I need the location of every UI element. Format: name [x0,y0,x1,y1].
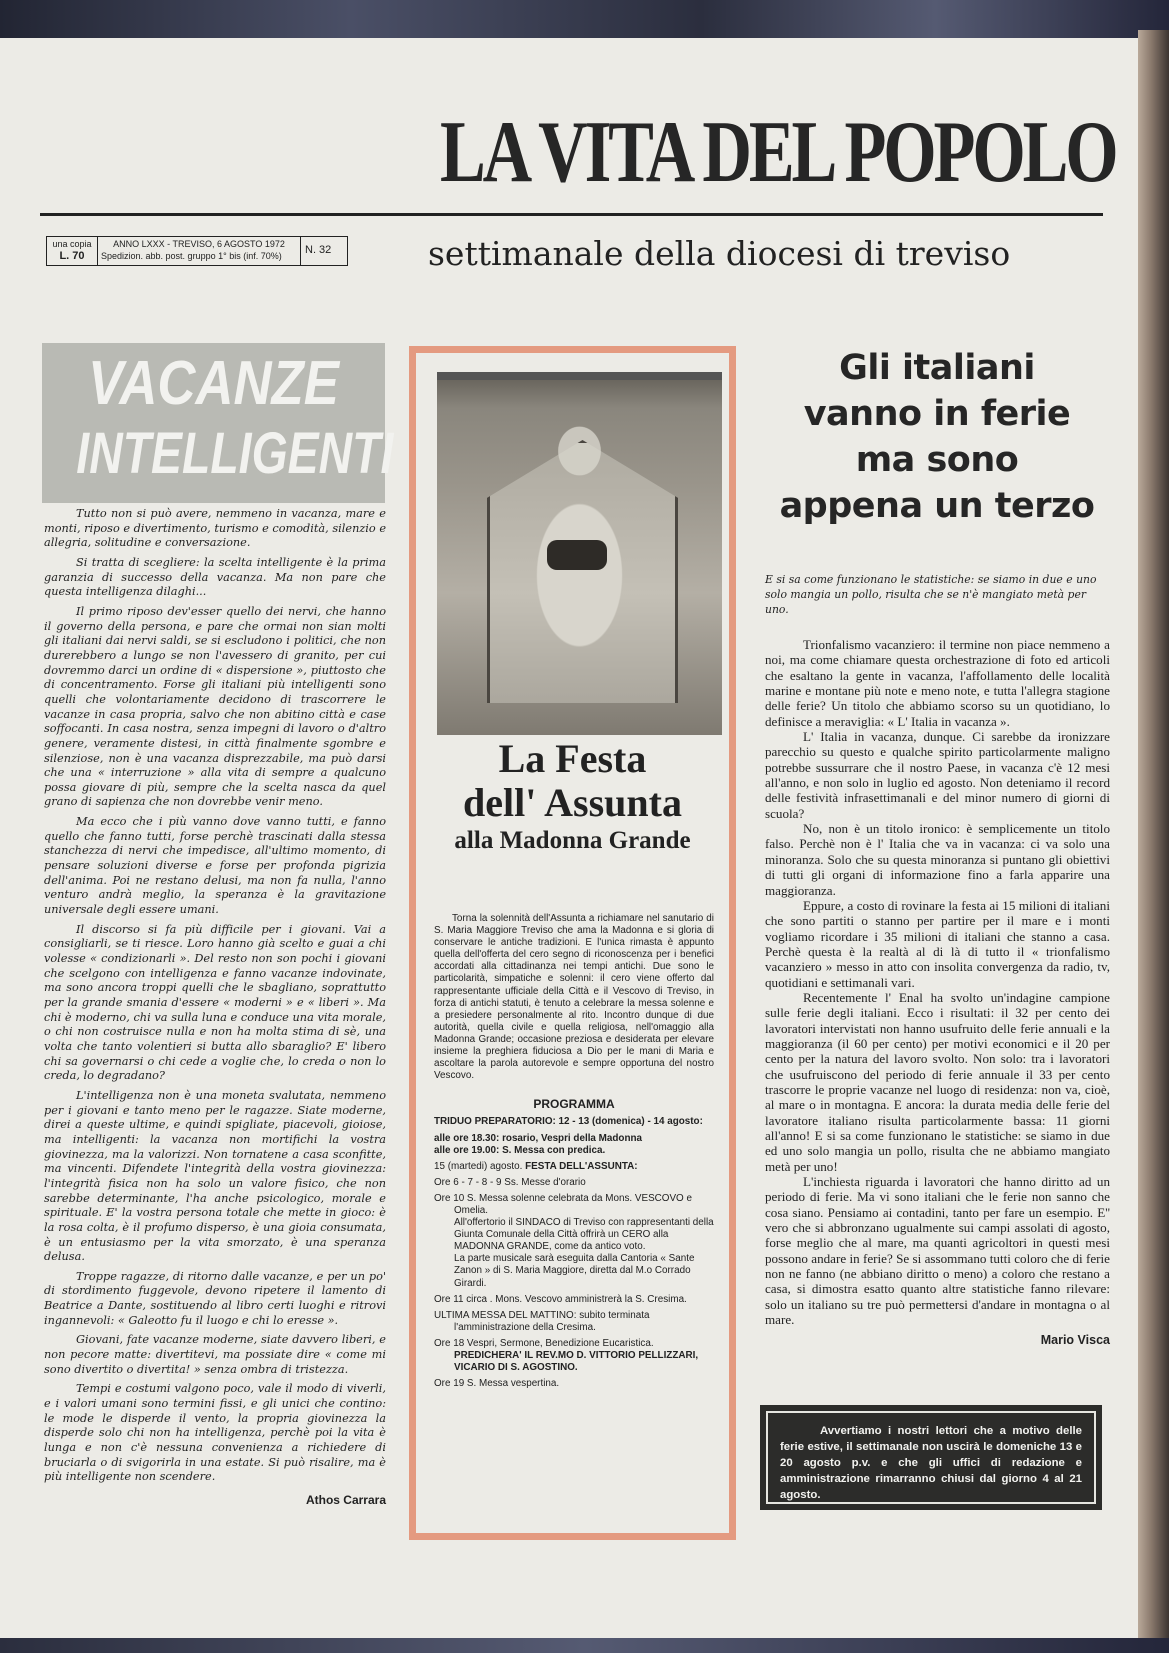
left-article-title-box [42,343,394,503]
right-article-title [752,345,1122,529]
day15-bold: FESTA DELL'ASSUNTA: [525,1160,638,1172]
program-item: TRIDUO PREPARATORIO: 12 - 13 (domenica) - 14 agosto: [434,1116,703,1128]
masthead-subtitle: settimanale della diocesi di treviso [428,234,1011,273]
program-item: Ore 11 circa . Mons. Vescovo amministrerà la S. Cresima. [434,1293,687,1305]
right-article-lead: E si sa come funzionano le statistiche: se siamo in due e uno solo mangia un pollo, risulta che se n'è mangiato metà per uno. [765,573,1097,616]
festa-title-line2: dell' Assunta [463,780,682,825]
paragraph: Tempi e costumi valgono poco, vale il modo di viverli, e i valori umani sono termini fissi, e gli unici che contino: le mode le disperde il vento, la propria giovinezza la disperde solo chi non ha intelligenza, perchè poi la vita è lunga e non c'è nessuna convenienza a richiedere di bruciarla o di svigorirla in una estate. Si può risalire, ma è più intelligente non scendere. [44,1382,386,1484]
festa-title-line3: alla Madonna Grande [454,827,691,854]
closure-notice-frame [766,1411,1096,1504]
festa-intro: Torna la solennità dell'Assunta a richiamare nel sanutario di S. Maria Maggiore Treviso che ama la Madonna e si gloria di conservare le antiche tradizioni. E l'unica rimasta è appunto quella dell'offerta del cero segno di riconoscenza per i benefici accordati alla cittadinanza nei tempi antichi. Due sono le particolarità, simpatiche e solenni: il cero viene offerto dal rappresentante ufficiale della Città e il Vescovo di Treviso, in forza di antichi statuti, è tenuto a celebrare la messa solenne e a presiedere personalmente al rito. Incontro dunque di due autorità, quella civile e quella religiosa, nell'omaggio alla Madonna Grande; occasione preziosa e desiderata per elevare insieme la preghiera fiduciosa a Dio per le mani di Maria e ascoltare la parola autorevole e sempre opportuna del nostro Vescovo. [434,913,714,1082]
child-figure [547,540,607,570]
festa-body [434,913,714,1394]
right-article-title-line3: ma sono [855,440,1019,480]
date-cell [98,237,301,265]
paragraph: Recentemente l' Enal ha svolto un'indagine campione sulle ferie degli italiani. Ecco i risultati: il 32 per cento dei lavoratori intervistati non hanno usufruito delle ferie annuali e la maggioranza (il 60 per cento) per motivi economici e il 20 per cento per la natura del lavoro svolto. Non solo: tra i lavoratori che usufruiscono del periodo di ferie annuale il 33 per cento trascorre le proprie vacanze nel luogo di residenza: non va, cioè, al mare o in montagna. E ancora: la durata media delle ferie del lavoratore italiano risulta particolarmente bassa: 11 giorni all'anno! E si sa come funzionano le statistiche: se siamo in due ed uno solo mangia un pollo, risulta che ne abbiamo mangiato metà per uno! [765,989,1110,1174]
left-article-title-line1: VACANZE [88,349,339,418]
closure-notice-box [760,1405,1102,1510]
festa-box [409,346,736,1540]
right-article-title-line1: Gli italiani [839,348,1035,388]
masthead-rule [40,213,1103,216]
paragraph: Trionfalismo vacanziero: il termine non piace nemmeno a noi, ma come chiamare questa orchestrazione di foto ed articoli che esaltano la gente in vacanza, l'affollamento delle località marine e montane più note e meno note, e tutta l'allegra stagione delle ferie? Un titolo che abbiamo scorso su un quotidiano, lo definisce a meraviglia: « L' Italia in vacanza ». [765,637,1110,729]
left-article-body [44,507,386,1508]
program-item: All'offertorio il SINDACO di Treviso con rappresentanti della Giunta Comunale della Città offrirà un CERO alla MADONNA GRANDE, come da antico voto. [454,1217,714,1253]
left-article-author: Athos Carrara [305,1493,386,1507]
program-item: Ore 19 S. Messa vespertina. [434,1378,560,1390]
shipping-info: Spedizion. abb. post. gruppo 1° bis (inf. 70%) [101,251,282,261]
paragraph: Il primo riposo dev'esser quello dei nervi, che hanno il governo della persona, e pare che ormai non sian molti gli italiani dai nervi saldi, se si escludono i politici, che non durerebbero a lungo se non l'avessero di granito, per cui dovremmo darci un ordine di « dispersione », piuttosto che di concentramento. Forse gli italiani più intelligenti sono quelli che volontariamente decidono di trascorrere le vacanze in casa propria, salvo che non abitino città e case soffocanti. In casa nostra, senza impegni di lavoro o d'altro genere, veramente distesi, in città finalmente sgombre e silenziose, non è una vacanza disprezzabile, ma può darsi che una « interruzione » alla vita di sempre a qualcuno possa giovare di più, sempre che la scelta nasca da quel grano di sapienza che non dovrebbe venir meno. [44,604,386,809]
paragraph: Eppure, a costo di rovinare la festa ai 15 milioni di italiani che sono partiti o stanno per partire per il mare e i monti vogliamo ricordare i 35 milioni di italiani che stanno a casa. Perchè questa è la realtà al di là di tutto il « trionfalismo vacanziero » messo in atto con insolita convergenza da radio, tv, quotidiani e settimanali vari. [765,897,1110,990]
binding-edge [1138,30,1169,1650]
program-item: PREDICHERA' IL REV.MO D. VITTORIO PELLIZZARI, VICARIO DI S. AGOSTINO. [454,1350,699,1374]
program-item: alle ore 19.00: S. Messa con predica. [434,1144,606,1156]
scan-top-edge [0,0,1169,38]
issue-number: N. 32 [305,244,332,256]
paragraph: L'intelligenza non è una moneta svalutata, nemmeno per i giovani e tanto meno per le ragazze. Siate moderne, direi a queste ultime, e quindi spigliate, piacevoli, gioiose, ma intelligenti: la vacanza non mortifichi la vostra giovinezza, ma la valorizzi. Non tornatene a casa sconfitte, ma vincenti. Difendete l'integrità della vostra giovinezza: l'integrità fisica non ha solo un valore fisico, che non sarebbe determinante, l'ha anche psicologico, morale e spirituale. E' la vostra persona totale che mette in gioco: è la rosa colta, è il profumo disperso, è una gioia consumata, è un entusiasmo per la vita smorzato, è una speranza delusa. [44,1088,386,1264]
program-item [434,1161,714,1173]
issue-year-date: ANNO LXXX - TREVISO, 6 AGOSTO 1972 [113,239,285,249]
day15-prefix: 15 (martedi) agosto. [434,1160,523,1172]
festa-title-line1: La Festa [498,736,647,781]
issue-info-box [46,236,348,266]
festa-title [416,737,729,857]
scan-bottom-edge [0,1638,1169,1653]
program-list [434,1116,714,1390]
masthead-title: LA VITA DEL POPOLO [440,104,1116,201]
right-article-title-line2: vanno in ferie [803,394,1071,434]
right-article-body [765,637,1110,1349]
paragraph: Tutto non si può avere, nemmeno in vacanza, mare e monti, riposo e divertimento, turismo e comodità, silenzio e allegria, solitudine e conversazione. [44,507,386,550]
paragraph: No, non è un titolo ironico: è semplicemente un titolo falso. Perchè non è l' Italia che va in vacanza: ci va solo una minoranza. Solo che su questa minoranza si puntano gli obiettivi di tutti gli organi di informazione fino a farla apparire una maggioranza. [765,821,1110,898]
program-item: La parte musicale sarà eseguita dalla Cantoria « Sante Zanon » di S. Maria Maggiore, diretta dal M.o Corrado Girardi. [454,1253,695,1289]
right-article-title-line4: appena un terzo [779,486,1095,526]
madonna-fresco-image [437,372,722,735]
throne-shape [487,440,678,703]
program-item: Ore 6 - 7 - 8 - 9 Ss. Messe d'orario [434,1176,586,1188]
program-item: alle ore 18.30: rosario, Vespri della Madonna [434,1132,643,1144]
paragraph: Ma ecco che i più vanno dove vanno tutti, e fanno quello che fanno tutti, forse perchè trascinati dalla stessa stanchezza di nervi che impedisce, all'ultimo momento, di pensare soluzioni diverse e forse per profonda pigrizia dell'anima. Poi ne restano delusi, ma non fa nulla, l'anno venturo andrà meglio, la speranza è la gravitazione universale degli essere umani. [44,815,386,917]
paragraph: Troppe ragazze, di ritorno dalle vacanze, e per un po' di stordimento fuggevole, devono ripetere il lamento di Beatrice a Dante, sostituendo al libro certi luoghi e ritrovi ingannevoli: « Galeotto fu il luogo e chi lo eresse ». [44,1269,386,1327]
price-value: L. 70 [59,250,85,262]
program-heading: PROGRAMMA [533,1097,615,1112]
paragraph: Si tratta di scegliere: la scelta intelligente è la prima garanzia di successo della vacanza. Ma non pare che questa intelligenza dilaghi... [44,555,386,599]
price-cell [47,237,98,265]
program-item: Ore 10 S. Messa solenne celebrata da Mons. VESCOVO e Omelia. [434,1192,692,1216]
paragraph: L'inchiesta riguarda i lavoratori che hanno diritto ad un periodo di ferie. Ma vi sono italiani che le ferie non sanno che cosa siano. Pensiamo ai contadini, tanto per fare un esempio. E'' vero che si abbronzano ugualmente sui campi assolati di agosto, forse meglio che al mare, ma quanti agricoltori in questi mesi possono andare in ferie? Se si assommano tutti coloro che di ferie non ne fanno (ne abbiano diritto o meno) a coloro che restano a casa, si dimostra esatto quanto altre statistiche fanno rilevare: solo un italiano su tre può permettersi d'andare in montagna o al mare. [765,1174,1110,1328]
program-item: ULTIMA MESSA DEL MATTINO: subito terminata l'amministrazione della Cresima. [434,1309,650,1333]
right-article-author: Mario Visca [1040,1333,1110,1348]
closure-notice-text: Avvertiamo i nostri lettori che a motivo delle ferie estive, il settimanale non uscirà le domeniche 13 e 20 agosto p.v. e che gli uffici di redazione e amministrazione rimarranno chiusi dal giorno 4 al 21 agosto. [780,1425,1082,1501]
paragraph: L' Italia in vacanza, dunque. Ci sarebbe da ironizzare parecchio su questo e qualche spirito particolarmente maligno potrebbe sussurrare che il nostro Paese, in vacanza c'è 12 mesi all'anno, e non solo in luglio ed agosto. Non deteniamo il record delle festività infrasettimanali e del minor numero di giorni di scuola? [765,729,1110,821]
paragraph: Giovani, fate vacanze moderne, siate davvero liberi, e non pecore matte: divertitevi, ma possiate dire « come mi sono divertito o divertita! » senza ombra di tristezza. [44,1333,386,1376]
paragraph: Il discorso si fa più difficile per i giovani. Vai a consigliarli, se ti riesce. Loro hanno già scelto e guai a chi volesse « condizionarli ». Del resto non son pochi i giovani che scelgono con intelligenza e fanno vacanze indovinate, ma sono ancora troppi quelli che le sbagliano, soprattutto per la grande smania d'essere « moderni » e « liberi ». Ma chi è moderno, chi va sulla luna e conduce una vita morale, o chi non costruisce nulla e non ha molta stima di sè, una volta che tanto volentieri si butta allo sbaraglio? E' libero chi sa governarsi o chi cede a voglie che, lo creda o non lo creda, lo degradano? [44,922,386,1083]
price-label: una copia [52,239,92,249]
left-article-title-line2: INTELLIGENTI [76,421,394,486]
program-item: Ore 18 Vespri, Sermone, Benedizione Eucaristica. [434,1337,654,1349]
